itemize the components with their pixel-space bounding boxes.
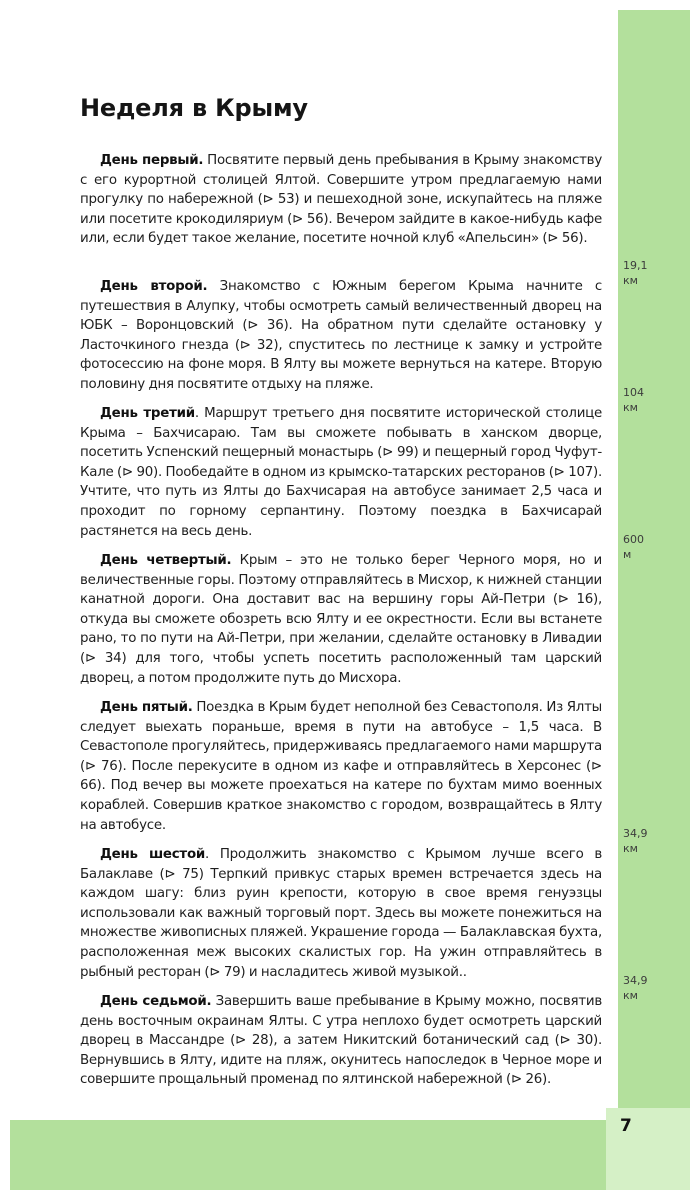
distance-note-1	[623, 258, 648, 288]
day-1-text: Посвятите первый день пребывания в Крыму знакомству с его курортной столицей Ялтой. Совершите утром предлагаемую нами прогулку по набережной (⊳ 53) и пешеходной зоне, искупайтесь на пляже или посетите крокодиляриум (⊳ 56). Вечером зайдите в какое-нибудь кафе или, если будет такое желание, посетите ночной клуб «Апельсин» (⊳ 56).	[80, 153, 602, 247]
day-7-label: День седьмой.	[100, 994, 212, 1009]
day-6-text: . Продолжить знакомство с Крымом лучше всего в Балаклаве (⊳ 75) Терпкий привкус старых времен встречается здесь на каждом шагу: близ руин крепости, которую в свое время генуэзцы использовали как важный торговый порт. Здесь вы можете понежиться на множестве живописных пляжей. Украшение города — Балаклавская бухта, расположенная меж высоких скалистых гор. На ужин отправляйтесь в рыбный ресторан (⊳ 79) и насладитесь живой музыкой..	[80, 847, 602, 980]
day-7-text: Завершить ваше пребывание в Крыму можно, посвятив день восточным окраинам Ялты. С утра неплохо будет осмотреть царский дворец в Массандре (⊳ 28), а затем Никитский ботанический сад (⊳ 30). Вернувшись в Ялту, идите на пляж, окунитесь напоследок в Черное море и совершите прощальный променад по ялтинской набережной (⊳ 26).	[80, 994, 602, 1088]
day-2-paragraph	[80, 277, 602, 395]
distance-value: 600	[623, 533, 644, 546]
day-5-text: Поездка в Крым будет неполной без Севастополя. Из Ялты следует выехать пораньше, время в пути на автобусе – 1,5 часа. В Севастополе прогуляйтесь, придерживаясь предлагаемого нами маршрута (⊳ 76). После перекусите в одном из кафе и отправляйтесь в Херсонес (⊳ 66). Под вечер вы можете проехаться на катере по бухтам мимо военных кораблей. Совершив краткое знакомство с городом, возвращайтесь в Ялту на автобусе.	[80, 700, 602, 833]
distance-unit: м	[623, 548, 632, 561]
distance-value: 34,9	[623, 974, 648, 987]
day-5-paragraph	[80, 698, 602, 835]
distance-note-5	[623, 973, 648, 1003]
day-6-label: День шестой	[100, 847, 206, 862]
day-2-label: День второй.	[100, 279, 208, 294]
distance-note-2	[623, 385, 644, 415]
distance-note-3	[623, 532, 644, 562]
day-6-paragraph	[80, 845, 602, 982]
distance-unit: км	[623, 274, 638, 287]
distance-unit: км	[623, 842, 638, 855]
distance-unit: км	[623, 989, 638, 1002]
page-title: Неделя в Крыму	[80, 94, 308, 122]
day-5-label: День пятый.	[100, 700, 193, 715]
day-4-label: День четвертый.	[100, 553, 232, 568]
day-2-text: Знакомство с Южным берегом Крыма начните с путешествия в Алупку, чтобы осмотреть самый величественный дворец на ЮБК – Воронцовский (⊳ 36). На обратном пути сделайте остановку у Ласточкиного гнезда (⊳ 32), спуститесь по лестнице к замку и устройте фотосессию на фоне моря. В Ялту вы можете вернуться на катере. Вторую половину дня посвятите отдыху на пляже.	[80, 279, 603, 392]
distance-value: 34,9	[623, 827, 648, 840]
distance-value: 19,1	[623, 259, 648, 272]
distance-value: 104	[623, 386, 644, 399]
day-1-label: День первый.	[100, 153, 204, 168]
bottom-band	[10, 1120, 606, 1190]
day-4-paragraph	[80, 551, 602, 688]
day-3-label: День третий	[100, 406, 195, 421]
distance-note-4	[623, 826, 648, 856]
day-1-paragraph	[80, 151, 602, 249]
day-3-text: . Маршрут третьего дня посвятите исторической столице Крыма – Бахчисараю. Там вы сможете побывать в ханском дворце, посетить Успенский пещерный монастырь (⊳ 99) и пещерный город Чуфут-Кале (⊳ 90). Пообедайте в одном из крымско-татарских ресторанов (⊳ 107). Учтите, что путь из Ялты до Бахчисарая на автобусе занимает 2,5 часа и проходит по горному серпантину. Поэтому поездка в Бахчисарай растянется на весь день.	[80, 406, 602, 539]
page-number: 7	[620, 1116, 632, 1136]
day-4-text: Крым – это не только берег Черного моря, но и величественные горы. Поэтому отправляйтесь в Мисхор, к нижней станции канатной дороги. Она доставит вас на вершину горы Ай-Петри (⊳ 16), откуда вы сможете обозреть всю Ялту и ее окрестности. Если вы встанете рано, то по пути на Ай-Петри, при желании, сделайте остановку в Ливадии (⊳ 34) для того, чтобы успеть посетить расположенный там царский дворец, а потом продолжите путь до Мисхора.	[80, 553, 602, 686]
day-3-paragraph	[80, 404, 602, 541]
day-7-paragraph	[80, 992, 602, 1090]
distance-unit: км	[623, 401, 638, 414]
page-number-box	[606, 1108, 690, 1190]
